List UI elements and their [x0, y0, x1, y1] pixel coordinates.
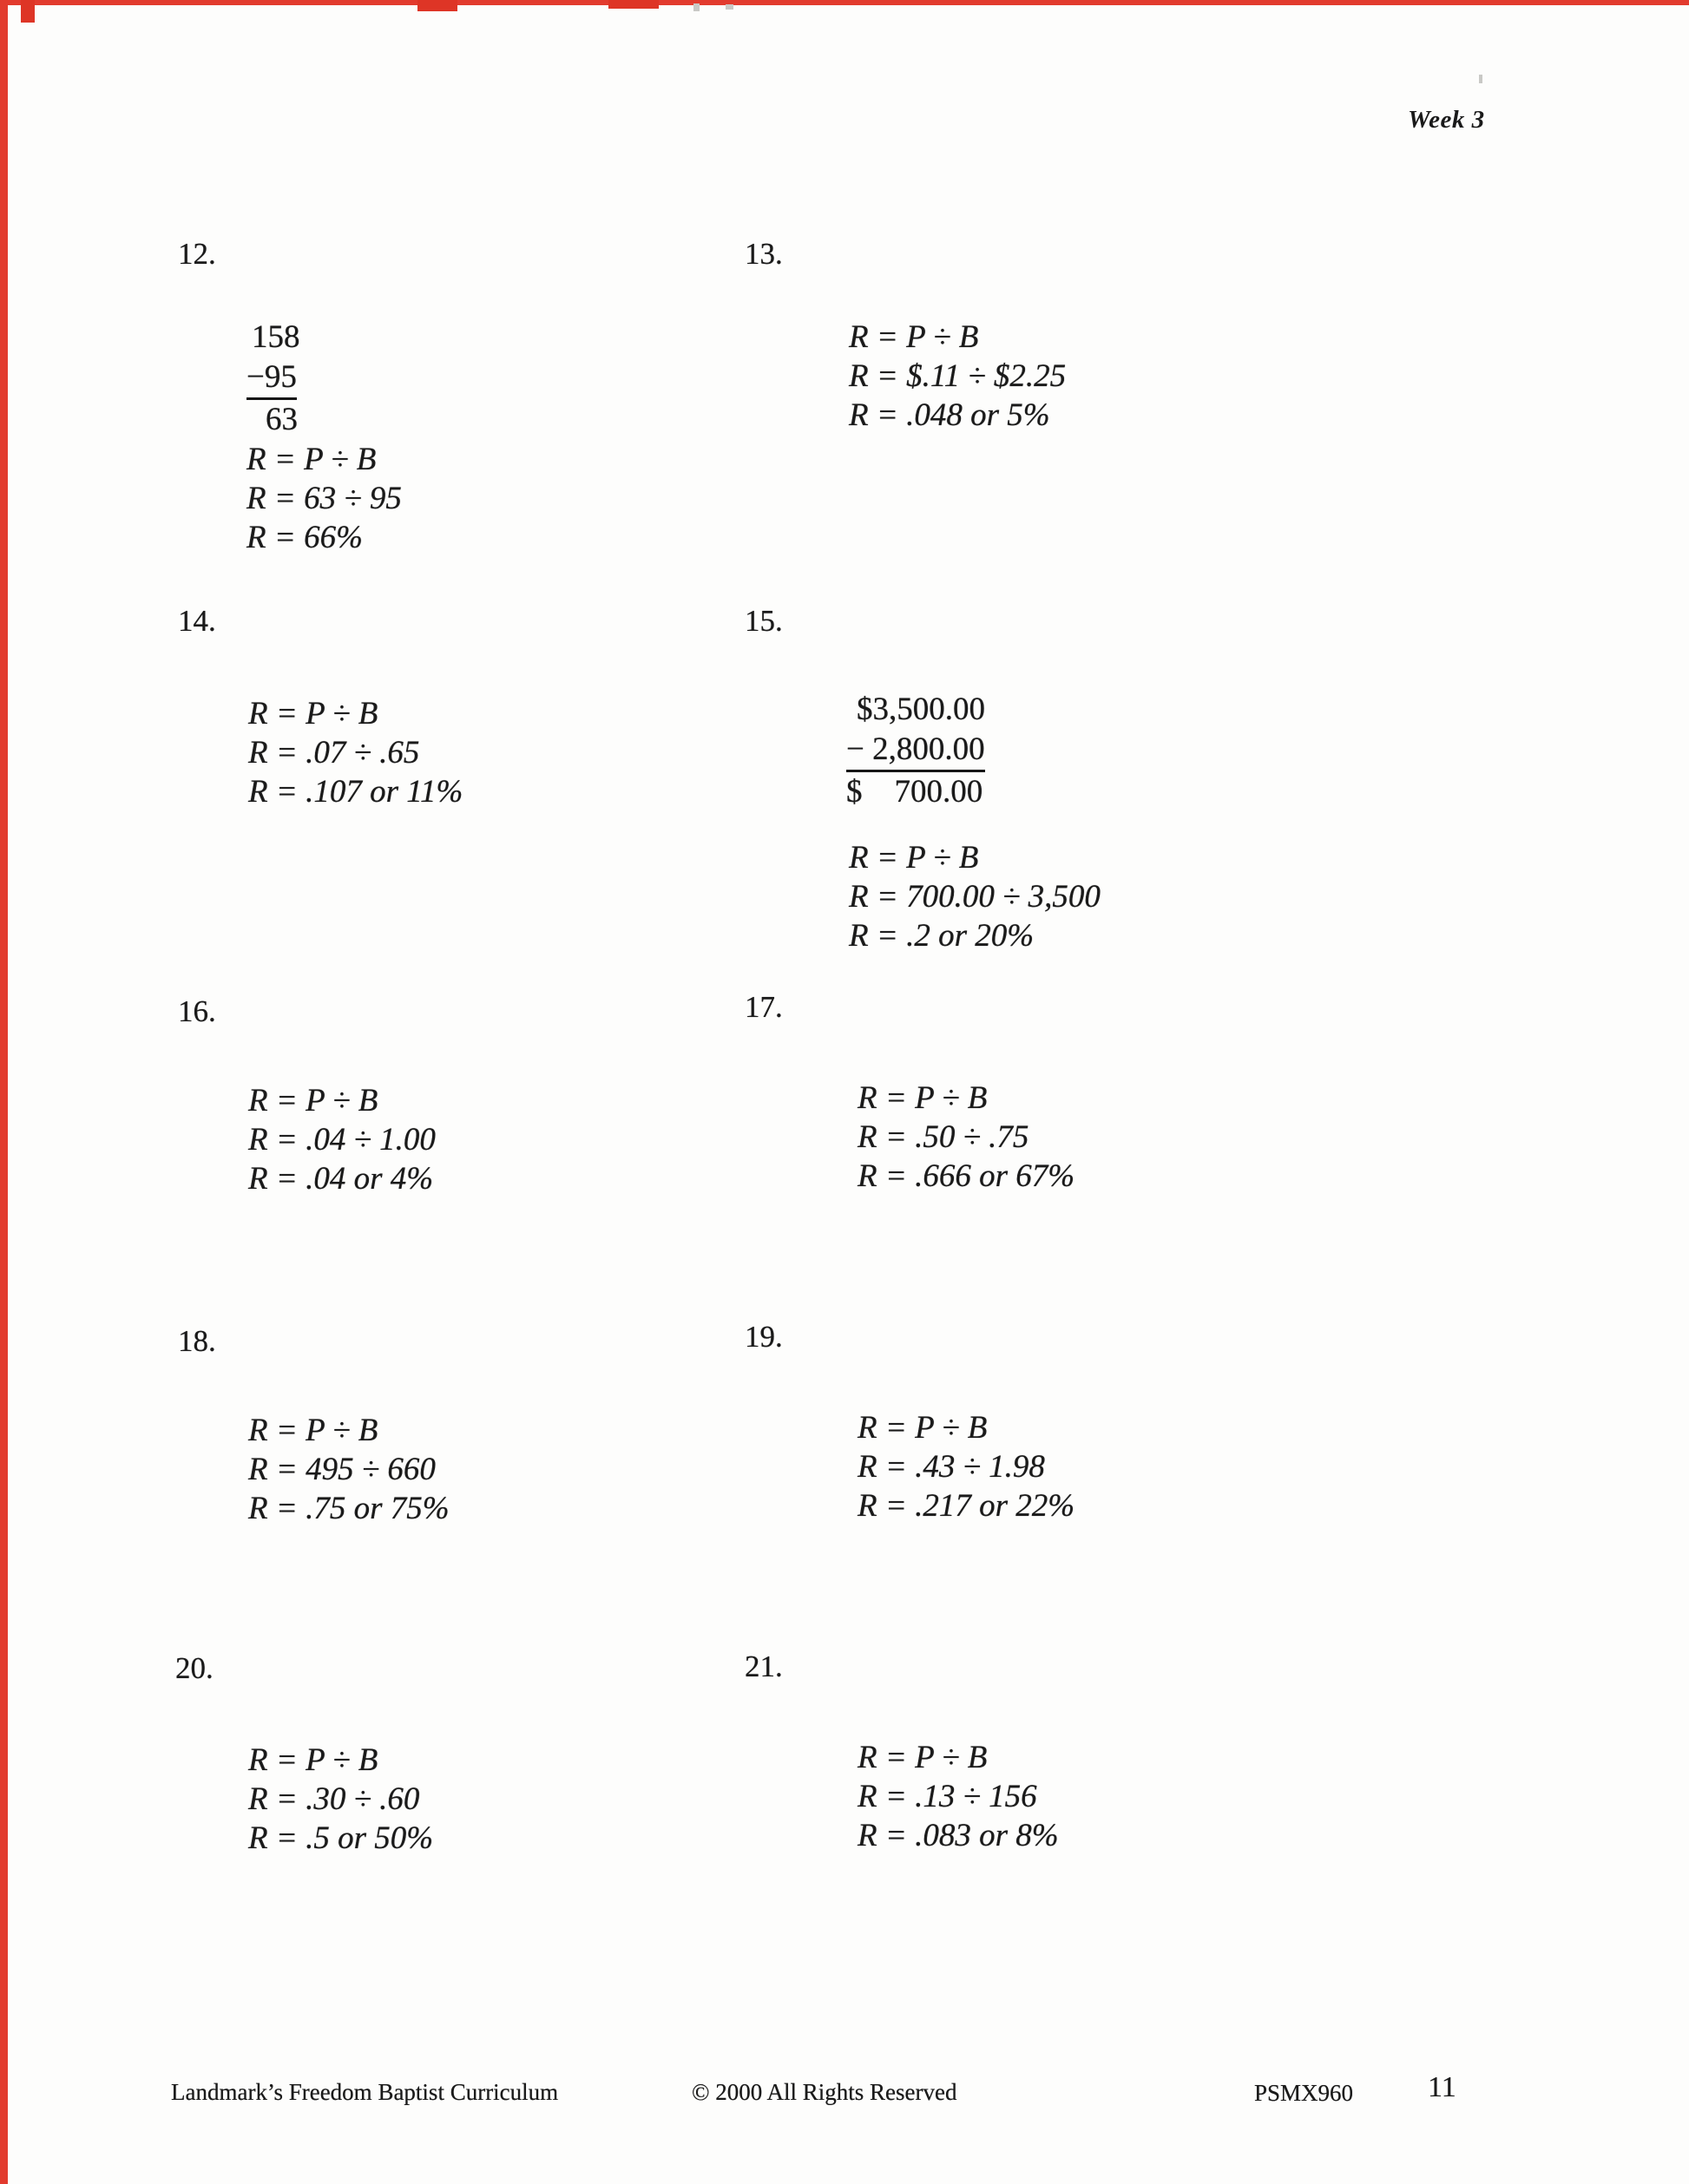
- problem-number: 15.: [745, 604, 783, 638]
- work-line: R = 495 ÷ 660: [248, 1452, 436, 1487]
- work-line: R = $.11 ÷ $2.25: [849, 358, 1067, 394]
- work-line: R = .2 or 20%: [849, 918, 1035, 954]
- scan-speck: [1479, 75, 1482, 83]
- work-line: R = P ÷ B: [849, 840, 979, 876]
- scan-dash: [417, 0, 457, 11]
- scan-dash: [21, 0, 35, 23]
- work-line: R = .048 or 5%: [849, 397, 1050, 433]
- scan-speck: [726, 4, 733, 10]
- problem-work: [858, 1408, 1075, 1525]
- scan-dash: [608, 0, 659, 9]
- work-line: R = 700.00 ÷ 3,500: [849, 879, 1101, 915]
- work-line: R = P ÷ B: [248, 1742, 378, 1778]
- work-line: R = .5 or 50%: [248, 1820, 434, 1856]
- footer-code: PSMX960: [1254, 2080, 1354, 2106]
- work-line: R = 66%: [246, 520, 363, 555]
- problem-number: 17.: [745, 990, 783, 1024]
- problem-work: [248, 1081, 436, 1198]
- work-line: R = .04 ÷ 1.00: [248, 1122, 436, 1158]
- problem-number: 14.: [178, 604, 216, 638]
- problem-number: 19.: [745, 1320, 783, 1354]
- subtraction-minuend: $3,500.00: [857, 692, 985, 727]
- problem-number: 12.: [178, 237, 216, 271]
- problem-work: [246, 318, 402, 557]
- problem-work: [248, 694, 463, 811]
- work-line: R = P ÷ B: [246, 442, 377, 477]
- problem-number: 20.: [175, 1651, 214, 1685]
- scan-speck: [693, 3, 700, 11]
- work-line: R = P ÷ B: [858, 1740, 988, 1775]
- subtraction-minuend: 158: [252, 319, 300, 355]
- problem-work: [858, 1738, 1059, 1855]
- problem-work: [849, 838, 1101, 955]
- work-line: R = .083 or 8%: [858, 1818, 1059, 1853]
- subtraction-block: [846, 690, 985, 812]
- problem-number: 13.: [745, 237, 783, 271]
- problem-work: [248, 1741, 433, 1858]
- work-line: R = .43 ÷ 1.98: [858, 1449, 1045, 1485]
- work-line: R = .07 ÷ .65: [248, 735, 420, 771]
- work-line: R = .30 ÷ .60: [248, 1781, 420, 1817]
- work-line: R = .107 or 11%: [248, 774, 463, 810]
- scan-edge-top: [0, 0, 1689, 5]
- problem-number: 18.: [178, 1324, 216, 1358]
- work-line: R = P ÷ B: [858, 1080, 988, 1116]
- work-line: R = P ÷ B: [248, 696, 378, 731]
- problem-number: 16.: [178, 994, 216, 1028]
- work-line: R = .217 or 22%: [858, 1488, 1075, 1524]
- work-line: R = P ÷ B: [849, 319, 979, 355]
- subtraction-difference: 63: [266, 402, 298, 437]
- footer-curriculum: Landmark’s Freedom Baptist Curriculum: [171, 2079, 559, 2105]
- work-line: R = P ÷ B: [248, 1413, 378, 1448]
- work-line: R = .13 ÷ 156: [858, 1779, 1037, 1814]
- work-line: R = P ÷ B: [858, 1410, 988, 1446]
- work-line: R = 63 ÷ 95: [246, 481, 402, 516]
- work-line: R = .04 or 4%: [248, 1161, 434, 1197]
- subtraction-subtrahend: −95: [246, 357, 297, 400]
- work-line: R = .50 ÷ .75: [858, 1119, 1029, 1155]
- subtraction-difference: $ 700.00: [846, 774, 983, 810]
- scan-edge-left: [0, 0, 8, 2184]
- footer-page-number: 11: [1428, 2071, 1456, 2103]
- work-line: R = .666 or 67%: [858, 1158, 1075, 1194]
- work-line: R = P ÷ B: [248, 1083, 378, 1118]
- problem-work: [849, 318, 1066, 435]
- problem-work: [248, 1411, 450, 1528]
- week-header: Week 3: [1408, 106, 1485, 134]
- problem-number: 21.: [745, 1649, 783, 1683]
- work-line: R = .75 or 75%: [248, 1491, 450, 1526]
- problem-work: [858, 1079, 1075, 1196]
- subtraction-subtrahend: − 2,800.00: [846, 730, 985, 772]
- footer-copyright: © 2000 All Rights Reserved: [692, 2079, 957, 2105]
